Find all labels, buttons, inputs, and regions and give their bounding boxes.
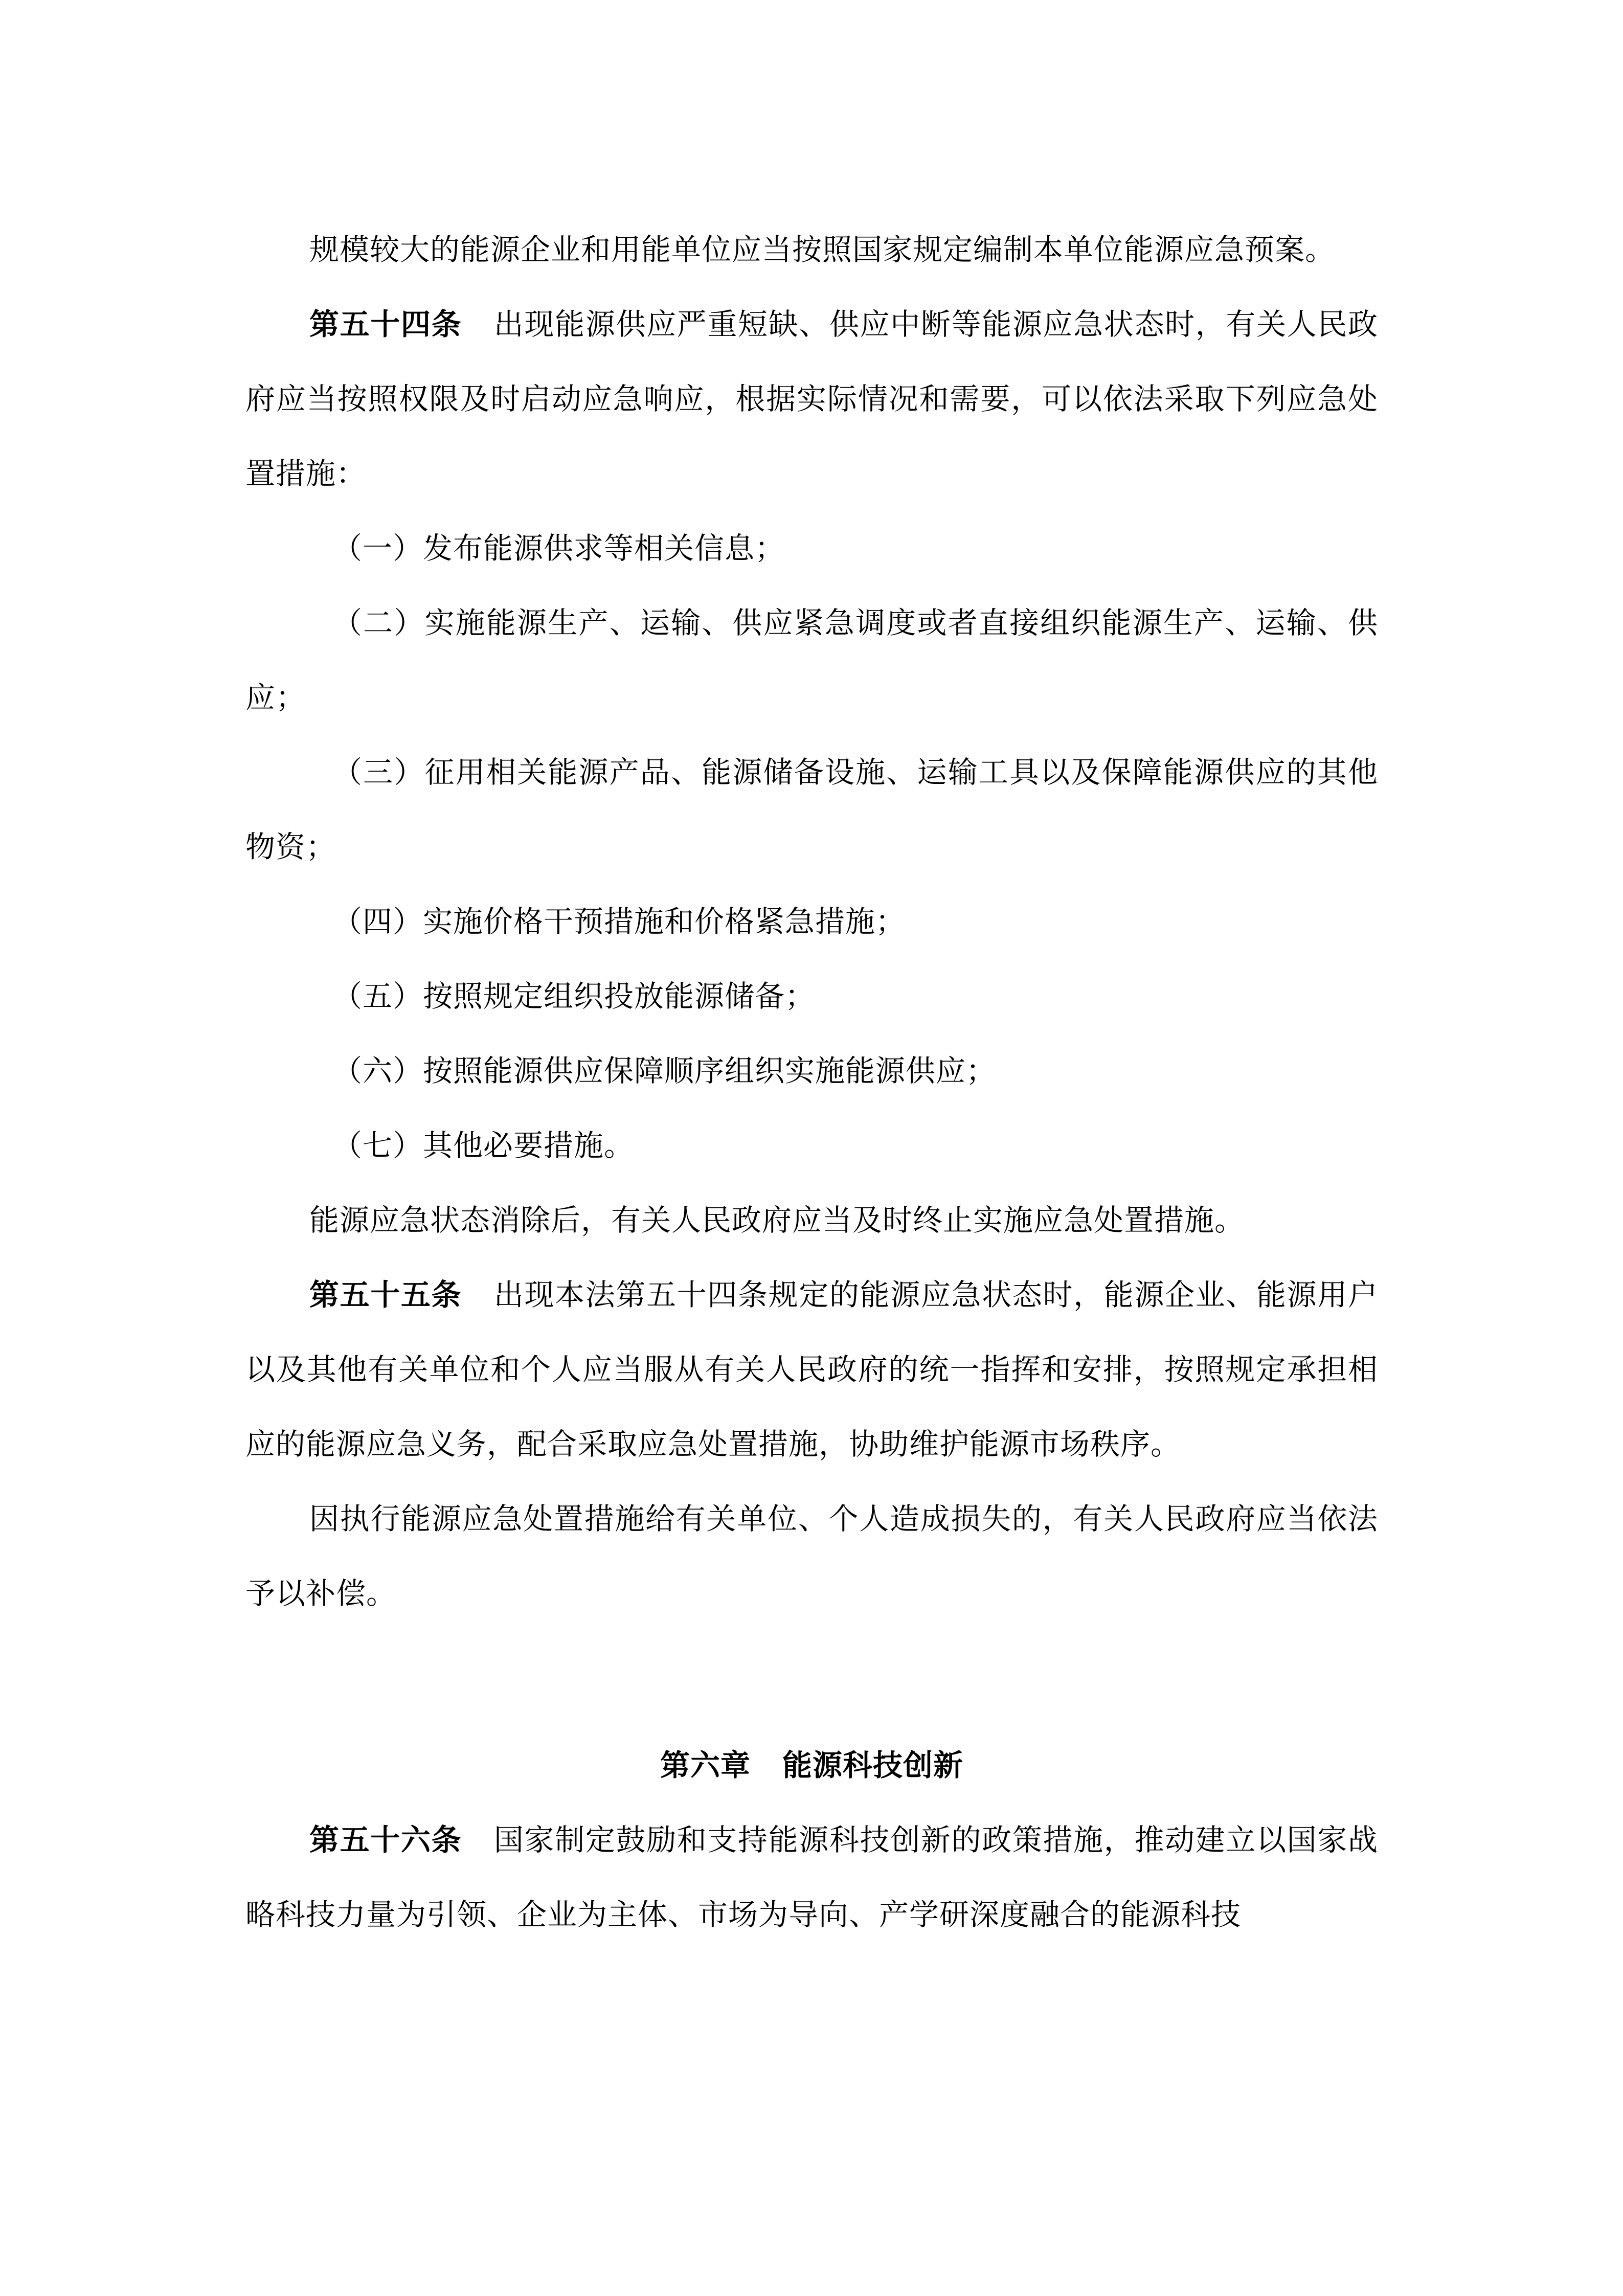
chapter-heading xyxy=(245,1728,1378,1803)
article-text: 国家制定鼓励和支持能源科技创新的政策措施，推动建立以国家战略科技力量为引领、企业为主体、市场为导向、产学研深度融合的能源科技 xyxy=(245,1822,1378,1932)
article-text: 出现能源供应严重短缺、供应中断等能源应急状态时，有关人民政府应当按照权限及时启动应急响应，根据实际情况和需要，可以依法采取下列应急处置措施： xyxy=(245,307,1378,491)
document-body xyxy=(245,212,1378,1952)
article-54 xyxy=(245,287,1378,511)
list-item: （五）按照规定组织投放能源储备； xyxy=(332,979,816,1014)
paragraph-text: 因执行能源应急处置措施给有关单位、个人造成损失的，有关人民政府应当依法予以补偿。 xyxy=(245,1501,1378,1611)
list-item: （三）征用相关能源产品、能源储备设施、运输工具以及保障能源供应的其他物资； xyxy=(245,755,1378,864)
list-item: （一）发布能源供求等相关信息； xyxy=(332,531,785,566)
chapter-title: 能源科技创新 xyxy=(782,1748,964,1783)
list-item: （四）实施价格干预措施和价格紧急措施； xyxy=(332,904,906,939)
paragraph-compensation xyxy=(245,1481,1378,1631)
paragraph-emergency-plan xyxy=(245,212,1378,287)
article-number: 第五十五条 xyxy=(309,1277,462,1312)
article-text: 出现本法第五十四条规定的能源应急状态时，能源企业、能源用户以及其他有关单位和个人应当服从有关人民政府的统一指挥和安排，按照规定承担相应的能源应急义务，配合采取应急处置措施，协助维护能源市场秩序。 xyxy=(245,1277,1378,1461)
paragraph-text: 规模较大的能源企业和用能单位应当按照国家规定编制本单位能源应急预案。 xyxy=(309,232,1336,267)
list-item: （二）实施能源生产、运输、供应紧急调度或者直接组织能源生产、运输、供应； xyxy=(245,605,1378,715)
paragraph-termination xyxy=(245,1183,1378,1257)
paragraph-text: 能源应急状态消除后，有关人民政府应当及时终止实施应急处置措施。 xyxy=(309,1203,1245,1237)
list-item: （七）其他必要措施。 xyxy=(332,1128,635,1163)
article-number: 第五十四条 xyxy=(309,307,462,342)
list-item: （六）按照能源供应保障顺序组织实施能源供应； xyxy=(332,1053,997,1088)
article-55 xyxy=(245,1257,1378,1481)
article-56 xyxy=(245,1803,1378,1952)
chapter-number: 第六章 xyxy=(660,1748,751,1783)
article-number: 第五十六条 xyxy=(309,1822,462,1857)
